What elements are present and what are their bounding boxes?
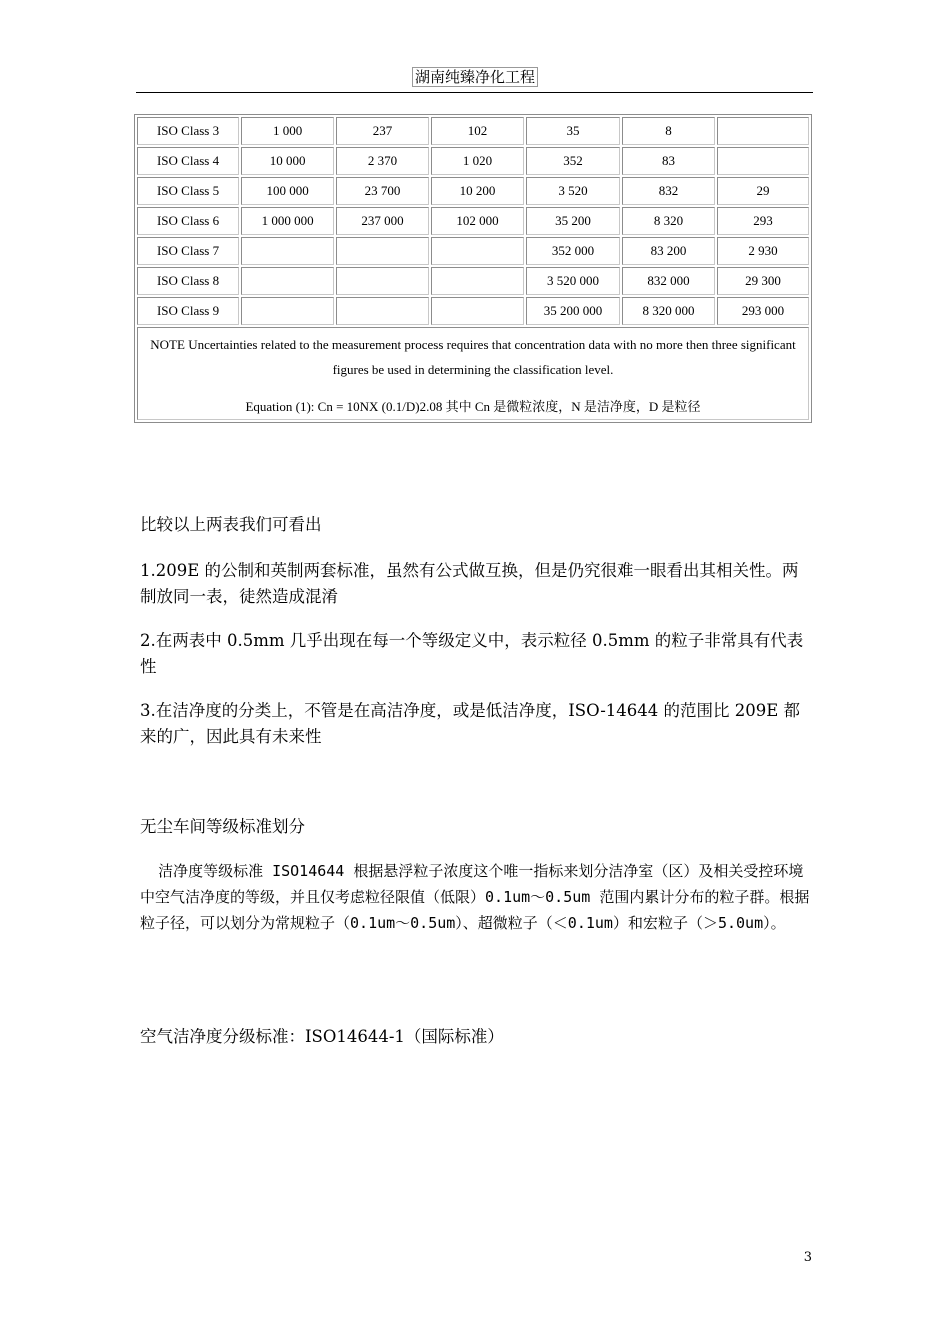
count-cell: 35 <box>526 117 620 145</box>
page-header <box>0 66 950 88</box>
header-rule <box>136 92 813 93</box>
count-cell <box>241 297 334 325</box>
iso-class-table <box>134 114 812 423</box>
count-cell: 35 200 000 <box>526 297 620 325</box>
note-row <box>137 327 809 420</box>
count-cell: 1 000 <box>241 117 334 145</box>
class-label-cell: ISO Class 4 <box>137 147 239 175</box>
count-cell: 832 000 <box>622 267 715 295</box>
count-cell: 83 <box>622 147 715 175</box>
table-row <box>137 267 809 295</box>
count-cell: 237 000 <box>336 207 429 235</box>
class-label-cell: ISO Class 6 <box>137 207 239 235</box>
standard-line: 空气洁净度分级标准：ISO14644-1（国际标准） <box>140 1027 504 1046</box>
class-label-cell: ISO Class 9 <box>137 297 239 325</box>
count-cell <box>431 237 524 265</box>
count-cell <box>241 237 334 265</box>
count-cell <box>241 267 334 295</box>
count-cell: 8 320 000 <box>622 297 715 325</box>
count-cell: 3 520 000 <box>526 267 620 295</box>
count-cell: 2 930 <box>717 237 809 265</box>
count-cell: 352 <box>526 147 620 175</box>
count-cell: 8 320 <box>622 207 715 235</box>
class-label-cell: ISO Class 8 <box>137 267 239 295</box>
count-cell: 293 000 <box>717 297 809 325</box>
count-cell: 29 <box>717 177 809 205</box>
count-cell: 1 000 000 <box>241 207 334 235</box>
count-cell: 293 <box>717 207 809 235</box>
table-row <box>137 297 809 325</box>
count-cell <box>431 267 524 295</box>
count-cell: 100 000 <box>241 177 334 205</box>
count-cell: 102 000 <box>431 207 524 235</box>
class-label-cell: ISO Class 3 <box>137 117 239 145</box>
count-cell: 3 520 <box>526 177 620 205</box>
standard-paragraph: 洁净度等级标准 ISO14644 根据悬浮粒子浓度这个唯一指标来划分洁净室（区）及相关受控环境中空气洁净度的等级，并且仅考虑粒径限值（低限）0.1um～0.5um 范围内累计分布的粒子群。根据粒子径，可以划分为常规粒子（0.1um～0.5um）、超微粒子（＜0.1um）和宏粒子（＞5.0um）。 <box>140 862 810 932</box>
comparison-intro: 比较以上两表我们可看出 <box>140 515 322 534</box>
count-cell: 35 200 <box>526 207 620 235</box>
count-cell: 83 200 <box>622 237 715 265</box>
table-row <box>137 117 809 145</box>
count-cell <box>717 117 809 145</box>
count-cell: 10 200 <box>431 177 524 205</box>
table-row <box>137 237 809 265</box>
count-cell: 10 000 <box>241 147 334 175</box>
count-cell: 832 <box>622 177 715 205</box>
table-row <box>137 177 809 205</box>
comparison-point-3: 3.在洁净度的分类上，不管是在高洁净度，或是低洁净度，ISO-14644 的范围比 209E 都来的广，因此具有未来性 <box>140 701 801 746</box>
section-heading: 无尘车间等级标准划分 <box>140 817 305 836</box>
count-cell: 23 700 <box>336 177 429 205</box>
class-label-cell: ISO Class 5 <box>137 177 239 205</box>
count-cell: 8 <box>622 117 715 145</box>
iso-class-table-grid <box>135 115 811 422</box>
table-equation: Equation (1): Cn = 10NX (0.1/D)2.08 其中 Cn 是微粒浓度，N 是洁净度，D 是粒径 <box>245 399 701 414</box>
count-cell <box>336 237 429 265</box>
count-cell <box>717 147 809 175</box>
comparison-point-2: 2.在两表中 0.5mm 几乎出现在每一个等级定义中，表示粒径 0.5mm 的粒子非常具有代表性 <box>140 631 804 676</box>
comparison-point-1: 1.209E 的公制和英制两套标准，虽然有公式做互换，但是仍究很难一眼看出其相关性。两制放同一表，徒然造成混淆 <box>140 561 799 606</box>
count-cell: 29 300 <box>717 267 809 295</box>
table-note-cell <box>137 327 809 420</box>
count-cell: 237 <box>336 117 429 145</box>
header-title: 湖南纯臻净化工程 <box>412 67 538 87</box>
class-label-cell: ISO Class 7 <box>137 237 239 265</box>
table-row <box>137 207 809 235</box>
page-number: 3 <box>803 1250 812 1265</box>
count-cell: 352 000 <box>526 237 620 265</box>
table-row <box>137 147 809 175</box>
count-cell: 2 370 <box>336 147 429 175</box>
count-cell <box>431 297 524 325</box>
count-cell: 1 020 <box>431 147 524 175</box>
table-note: NOTE Uncertainties related to the measurement process requires that concentration data with no more then three significant figures be used in determining the classification level. <box>150 337 796 377</box>
count-cell: 102 <box>431 117 524 145</box>
count-cell <box>336 267 429 295</box>
count-cell <box>336 297 429 325</box>
